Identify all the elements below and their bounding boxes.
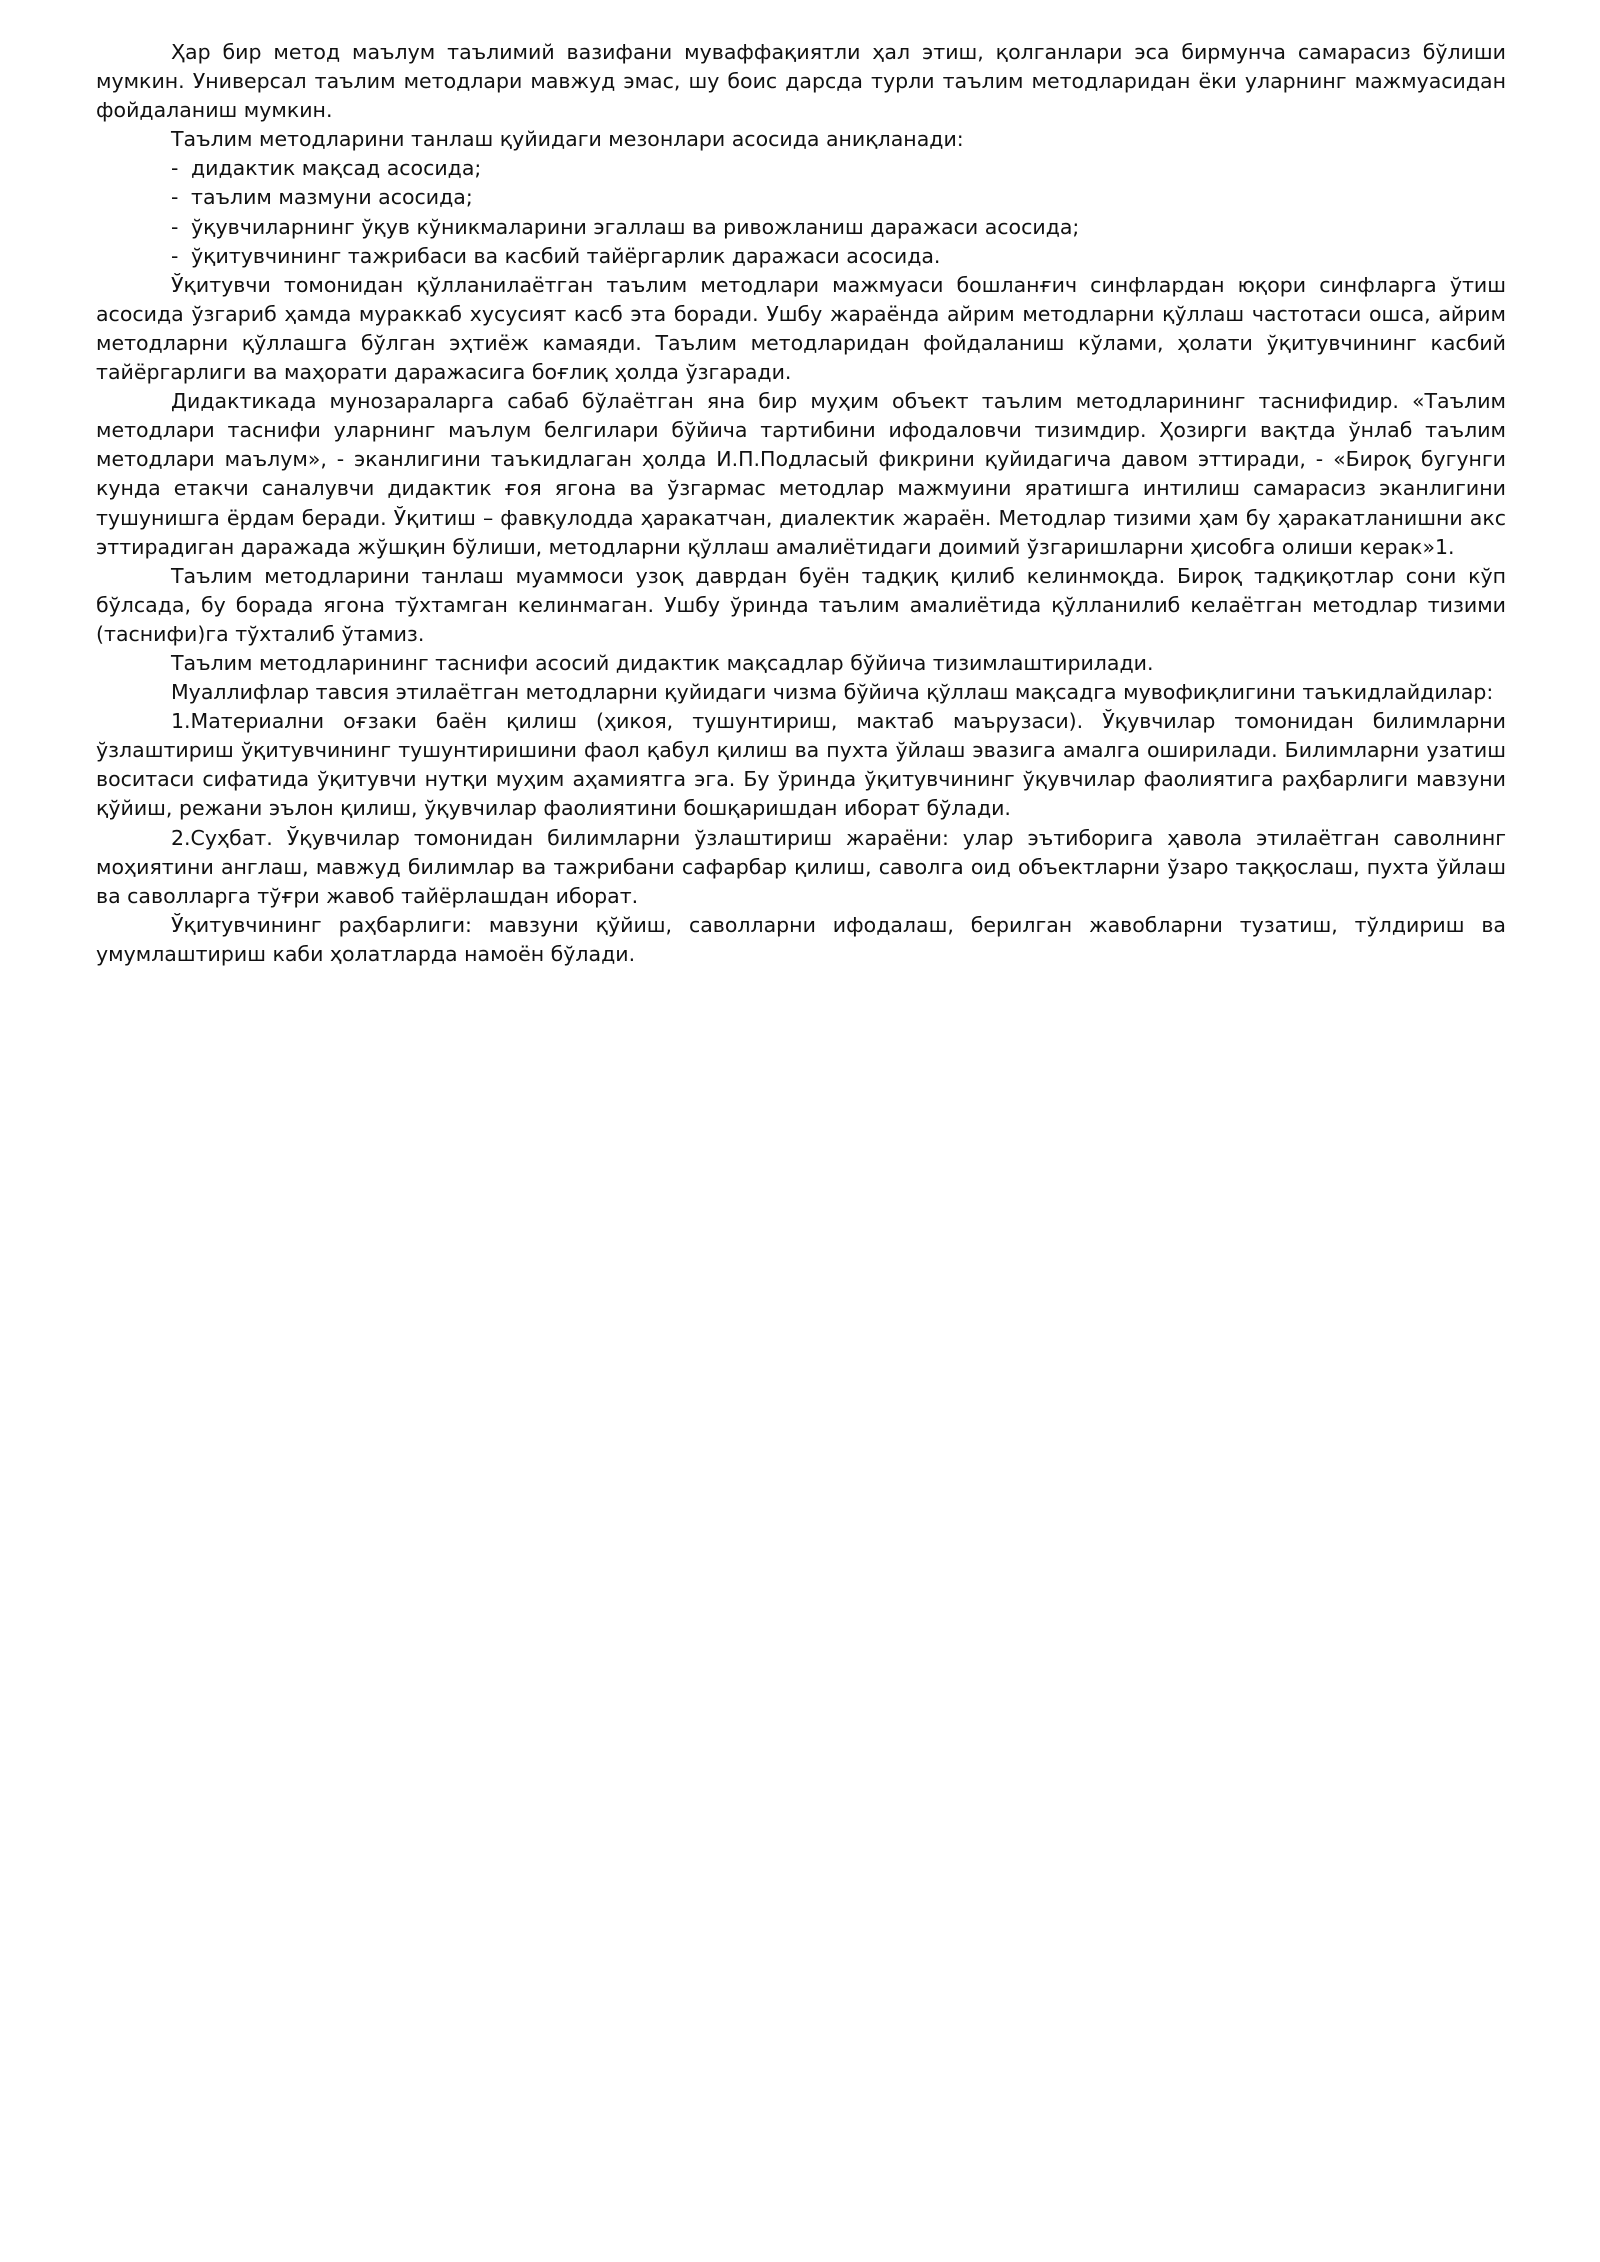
criteria-list [96, 154, 1506, 270]
paragraph-systematization: Таълим методларининг таснифи асосий дидактик мақсадлар бўйича тизимлаштирилади. [171, 650, 1154, 675]
paragraph-method-complex: Ўқитувчи томонидан қўлланилаётган таълим методлари мажмуаси бошланғич синфлардан юқори синфларга ўтиш асосида ўзгариб ҳамда мураккаб хусусият касб эта боради. Ушбу жараёнда айрим методларни қўллаш частотаси ошса, айрим методларни қўллашга бўлган эҳтиёж камаяди. Таълим методларидан фойдаланиш кўлами, ҳолати ўқитувчининг касбий тайёргарлиги ва маҳорати даражасига боғлиқ ҳолда ўзгаради. [96, 272, 1506, 385]
document-page [96, 38, 1506, 969]
list-item [171, 242, 1506, 271]
list-item [171, 154, 1506, 183]
list-marker: - [171, 156, 179, 181]
paragraph-selection-problem: Таълим методларини танлаш муаммоси узоқ даврдан буён тадқиқ қилиб келинмоқда. Бироқ тадқиқотлар сони кўп бўлсада, бу борада ягона тўхтамган келинмаган. Ушбу ўринда таълим амалиётида қўлланилиб келаётган методлар тизими (таснифи)га тўхталиб ўтамиз. [96, 563, 1506, 646]
paragraph-conversation: 2.Суҳбат. Ўқувчилар томонидан билимларни ўзлаштириш жараёни: улар эътиборига ҳавола этилаётган саволнинг моҳиятини англаш, мавжуд билимлар ва тажрибани сафарбар қилиш, саволга оид объектларни ўзаро таққослаш, пухта ўйлаш ва саволларга тўғри жавоб тайёрлашдан иборат. [96, 825, 1506, 908]
paragraph-intro: Ҳар бир метод маълум таълимий вазифани муваффақиятли ҳал этиш, қолганлари эса бирмунча самарасиз бўлиши мумкин. Универсал таълим методлари мавжуд эмас, шу боис дарсда турли таълим методларидан ёки уларнинг мажмуасидан фойдаланиш мумкин. [96, 40, 1506, 123]
paragraph-classification: Дидактикада мунозараларга сабаб бўлаётган яна бир муҳим объект таълим методларининг таснифидир. «Таълим методлари таснифи уларнинг маълум белгилари бўйича тартибини ифодаловчи тизимдир. Ҳозирги вақтда ўнлаб таълим методлари маълум», - эканлигини таъкидлаган ҳолда И.П.Подласый фикрини қуйидагича давом эттиради, - «Бироқ бугунги кунда етакчи саналувчи дидактик ғоя ягона ва ўзгармас методлар мажмуини яратишга интилиш самарасиз эканлигини тушунишга ёрдам беради. Ўқитиш – фавқулодда ҳаракатчан, диалектик жараён. Методлар тизими ҳам бу ҳаракатланишни акс эттирадиган даражада жўшқин бўлиши, методларни қўллаш амалиётидаги доимий ўзгаришларни ҳисобга олиши керак»1. [96, 389, 1506, 559]
paragraph-oral-presentation: 1.Материални оғзаки баён қилиш (ҳикоя, тушунтириш, мактаб маърузаси). Ўқувчилар томонидан билимларни ўзлаштириш ўқитувчининг тушунтиришини фаол қабул қилиш ва пухта ўйлаш эвазига амалга оширилади. Билимларни узатиш воситаси сифатида ўқитувчи нутқи муҳим аҳамиятга эга. Бу ўринда ўқитувчининг ўқувчилар фаолиятига раҳбарлиги мавзуни қўйиш, режани эълон қилиш, ўқувчилар фаолиятини бошқаришдан иборат бўлади. [96, 709, 1506, 821]
paragraph-teacher-guidance: Ўқитувчининг раҳбарлиги: мавзуни қўйиш, саволларни ифодалаш, берилган жавобларни тузатиш, тўлдириш ва умумлаштириш каби ҳолатларда намоён бўлади. [96, 912, 1506, 966]
list-item [171, 183, 1506, 212]
list-marker: - [171, 214, 179, 239]
list-item-text: ўқитувчининг тажрибаси ва касбий тайёргарлик даражаси асосида. [191, 243, 941, 268]
paragraph-authors-scheme: Муаллифлар тавсия этилаётган методларни қуйидаги чизма бўйича қўллаш мақсадга мувофиқлигини таъкидлайдилар: [171, 680, 1494, 705]
list-item-text: ўқувчиларнинг ўқув кўникмаларини эгаллаш ва ривожланиш даражаси асосида; [191, 214, 1080, 239]
list-marker: - [171, 185, 179, 210]
list-item [171, 213, 1506, 242]
list-item-text: таълим мазмуни асосида; [191, 185, 473, 210]
paragraph-criteria-lead: Таълим методларини танлаш қуйидаги мезонлари асосида аниқланади: [171, 127, 964, 152]
list-marker: - [171, 243, 179, 268]
list-item-text: дидактик мақсад асосида; [191, 156, 482, 181]
